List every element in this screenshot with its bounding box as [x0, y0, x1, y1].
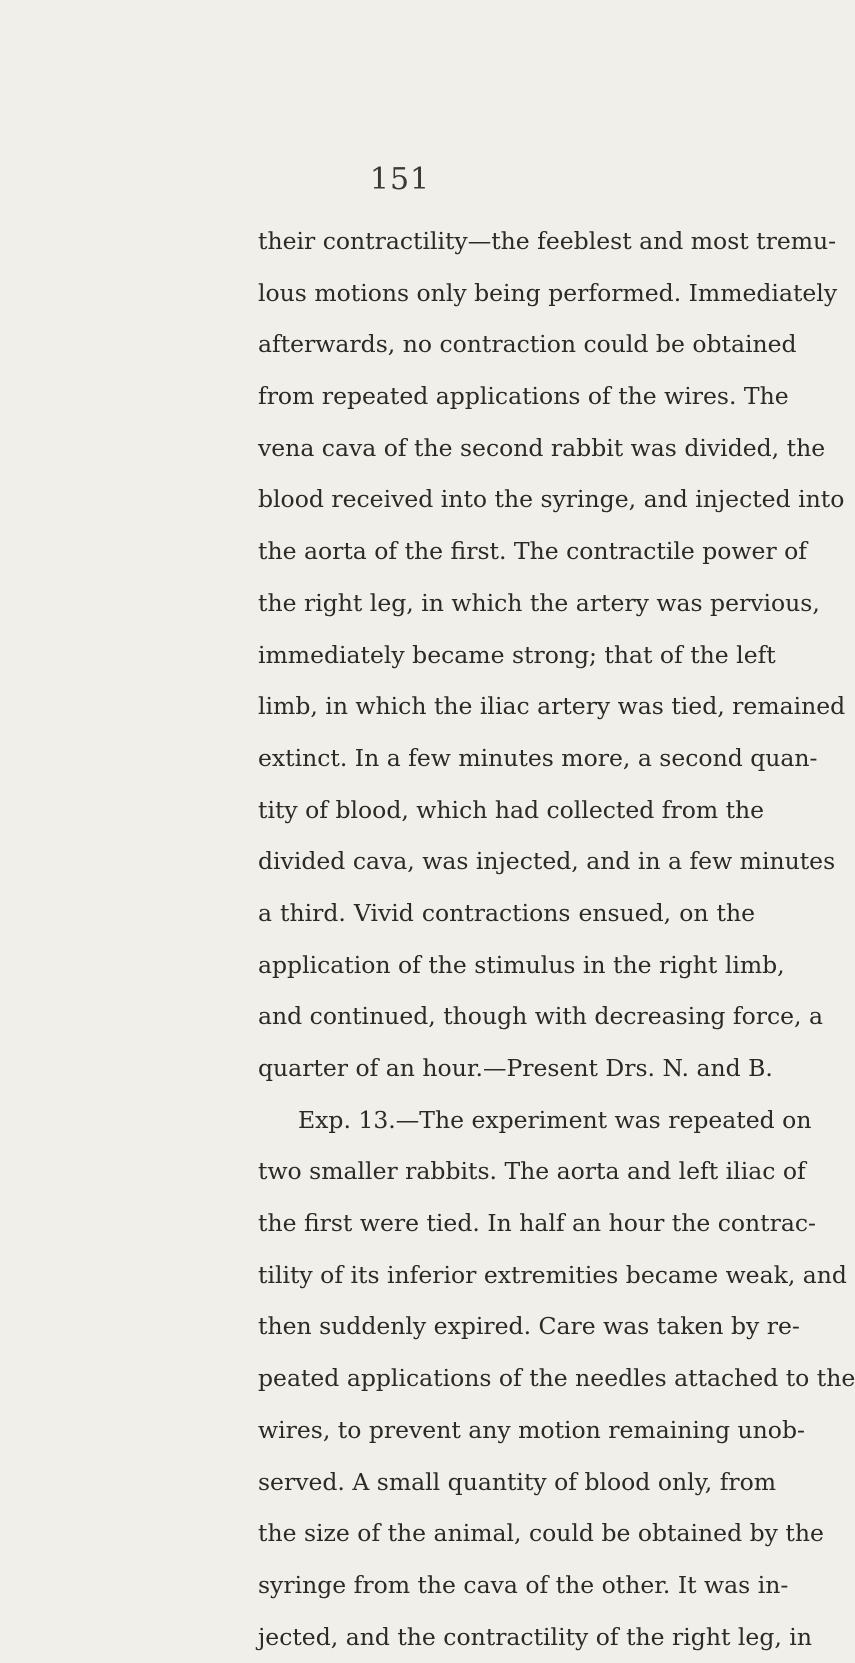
text-line: jected, and the contractility of the right leg, in [258, 1622, 812, 1651]
text-line: tility of its inferior extremities became weak, and [258, 1260, 847, 1289]
text-line: their contractility—the feeblest and most tremu- [258, 227, 837, 255]
text-line: vena cava of the second rabbit was divided, the [258, 433, 826, 462]
text-line: limb, in which the iliac artery was tied, remained [258, 692, 846, 721]
text-line: tity of blood, which had collected from the [258, 795, 765, 824]
text-line: the right leg, in which the artery was pervious, [258, 588, 820, 617]
text-line: wires, to prevent any motion remaining unob- [258, 1415, 805, 1444]
text-line: the first were tied. In half an hour the contrac- [258, 1209, 816, 1238]
text-line: lous motions only being performed. Immediately [258, 278, 838, 307]
body-text [258, 216, 855, 1663]
text-line: served. A small quantity of blood only, from [258, 1467, 777, 1496]
text-line: divided cava, was injected, and in a few minutes [258, 847, 836, 876]
text-line: a third. Vivid contractions ensued, on the [258, 898, 755, 927]
text-line: syringe from the cava of the other. It was in- [258, 1570, 789, 1599]
text-line: from repeated applications of the wires. The [258, 382, 789, 411]
text-line: then suddenly expired. Care was taken by re- [258, 1312, 800, 1341]
text-line: the size of the animal, could be obtained by the [258, 1519, 824, 1548]
text-line: immediately became strong; that of the left [258, 640, 776, 669]
text-line: extinct. In a few minutes more, a second quan- [258, 743, 818, 772]
text-line: Exp. 13.—The experiment was repeated on [298, 1105, 812, 1134]
text-line: two smaller rabbits. The aorta and left iliac of [258, 1157, 806, 1186]
text-line: afterwards, no contraction could be obtained [258, 330, 797, 359]
page-number: 151 [369, 162, 431, 197]
text-line: blood received into the syringe, and injected into [258, 485, 845, 514]
text-line: peated applications of the needles attached to the [258, 1364, 855, 1393]
text-line: quarter of an hour.—Present Drs. N. and B. [258, 1054, 773, 1082]
text-line: application of the stimulus in the right limb, [258, 950, 785, 979]
text-line: the aorta of the first. The contractile power of [258, 537, 807, 566]
text-line: and continued, though with decreasing force, a [258, 1002, 823, 1031]
